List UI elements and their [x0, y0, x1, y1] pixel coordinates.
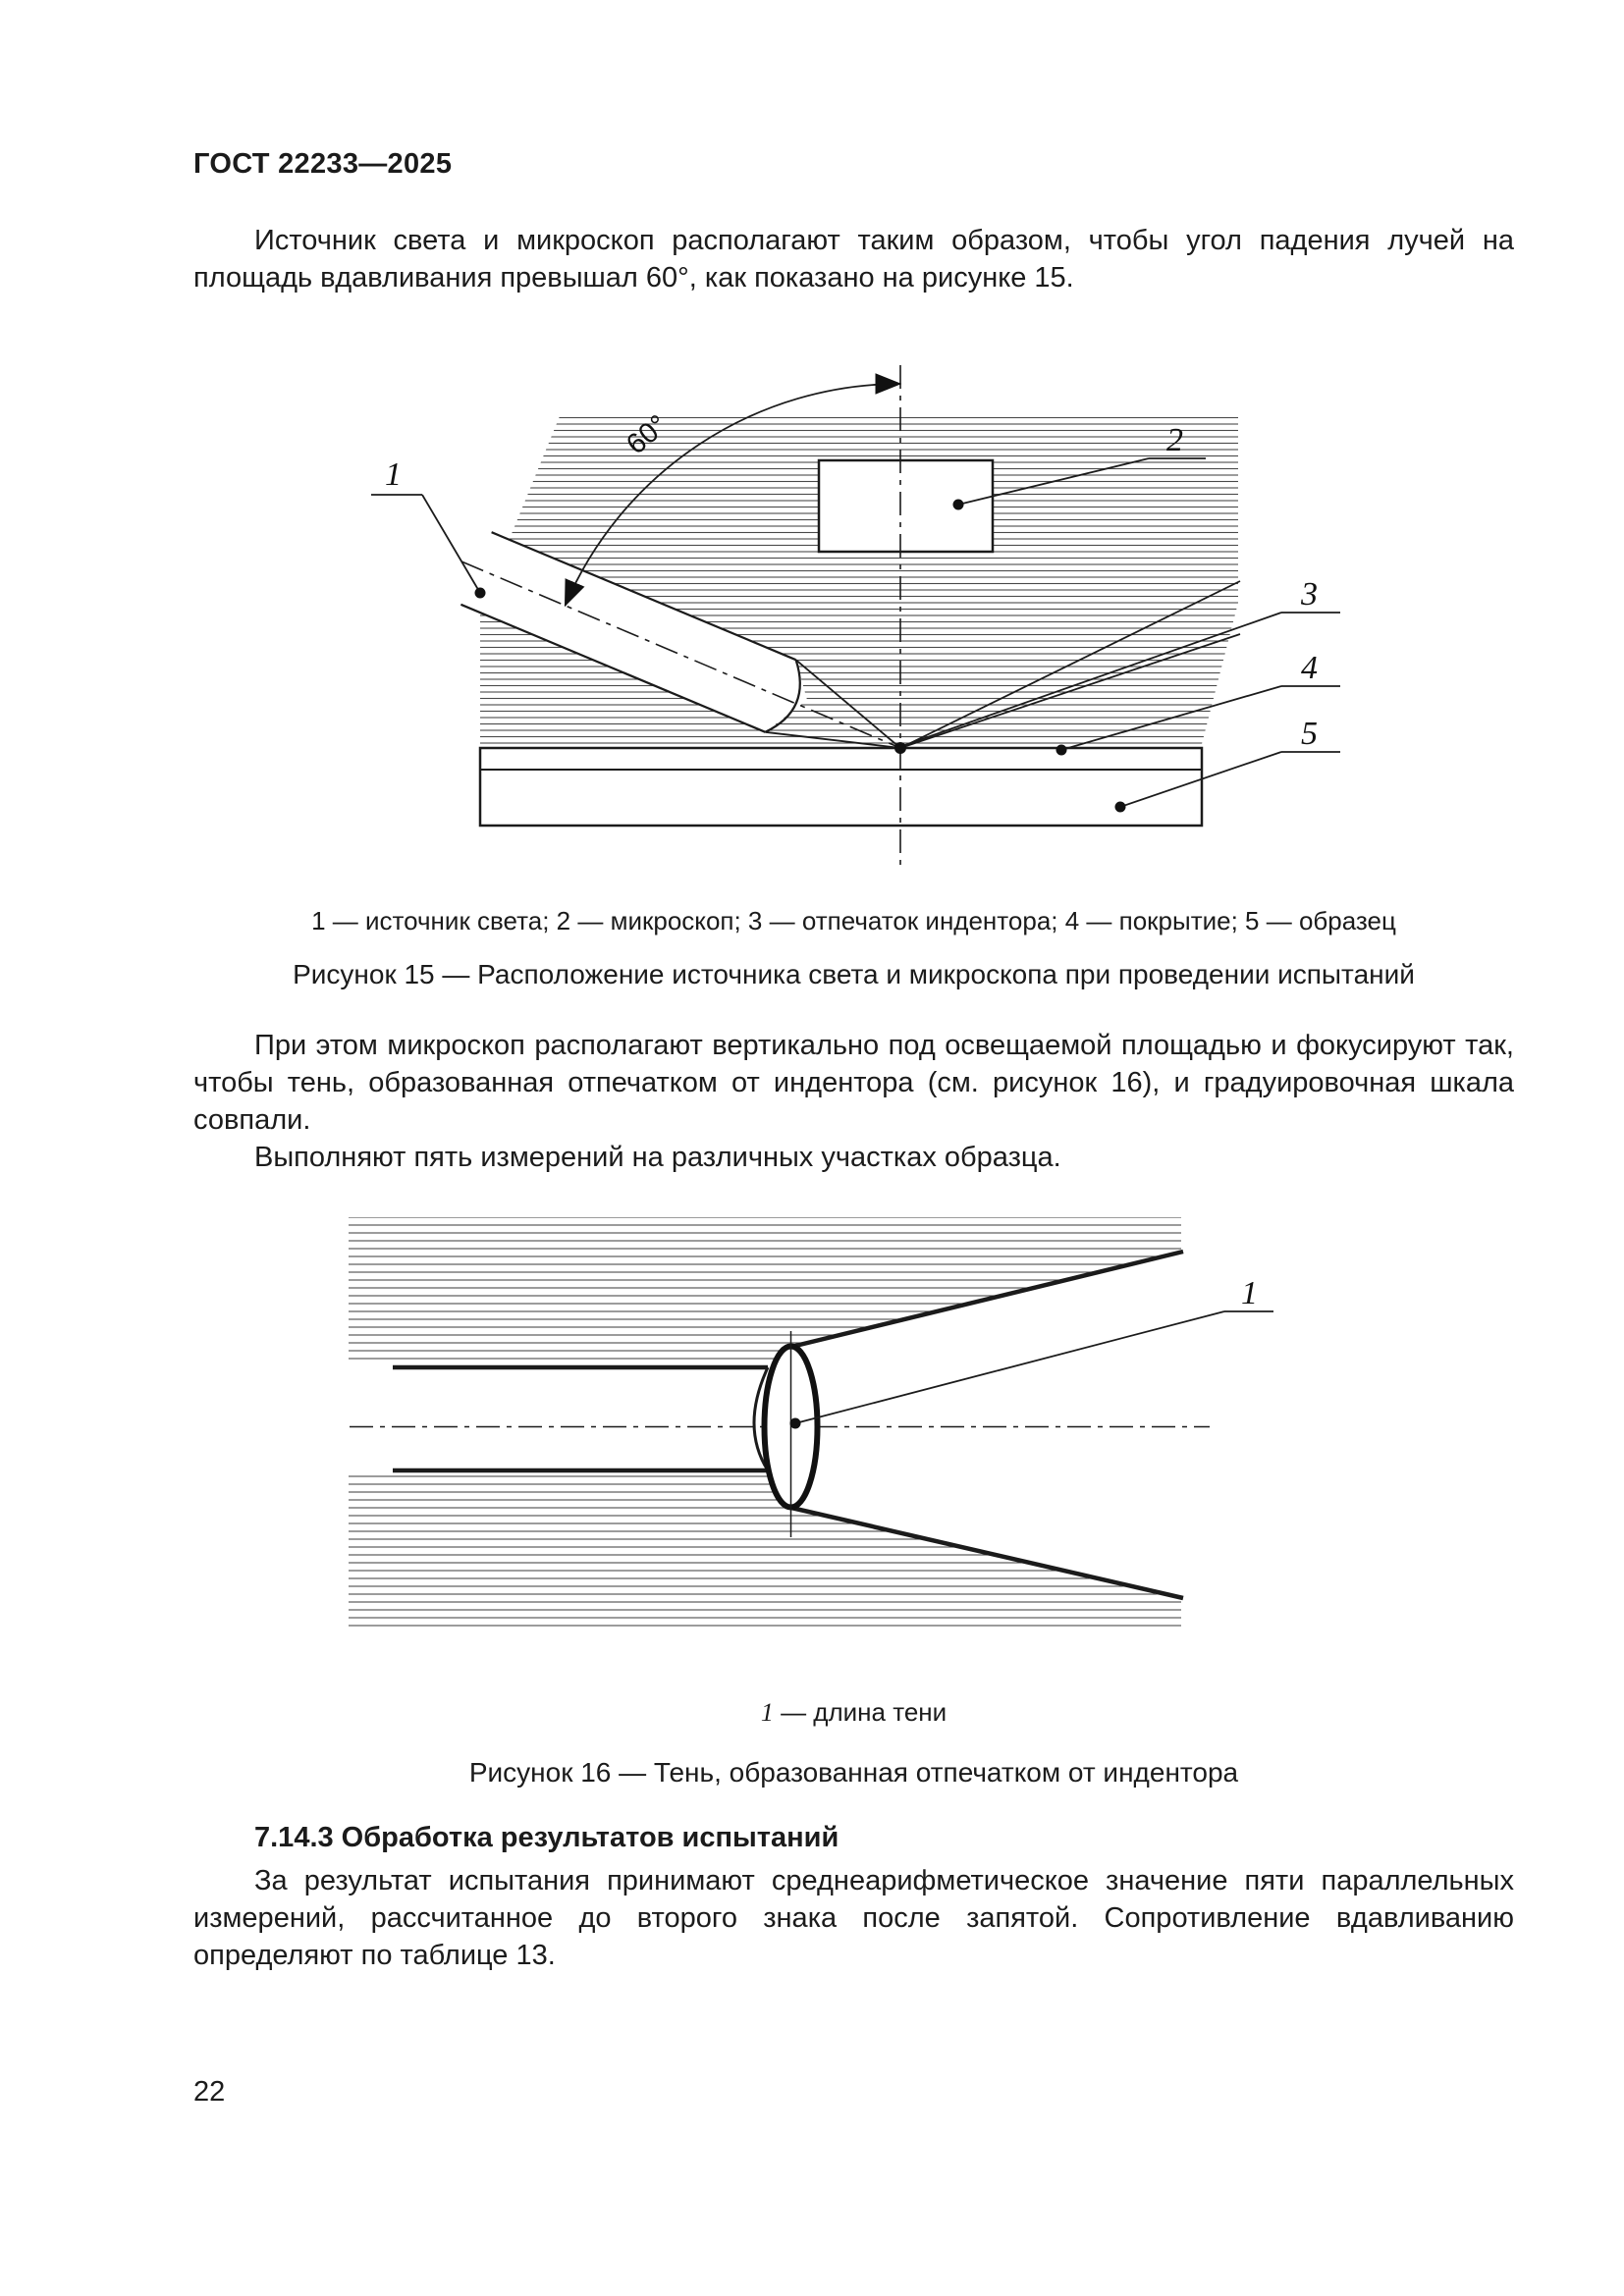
- section-heading-7-14-3: 7.14.3 Обработка результатов испытаний: [254, 1822, 839, 1853]
- imprint-dot: [894, 742, 906, 754]
- paragraph-light-source: Источник света и микроскоп располагают таким образом, чтобы угол падения лучей на площадь вдавливания превышал 60°, как показано на рисунке 15.: [193, 225, 1514, 294]
- page-number: 22: [193, 2076, 226, 2108]
- indenter-channel-lines: [393, 1367, 768, 1470]
- figure-16-legend-number: 1: [760, 1698, 774, 1727]
- svg-text:1: 1: [1240, 1275, 1258, 1311]
- angle-label: 60°: [620, 408, 674, 461]
- lower-hatch-region: [349, 1474, 1181, 1631]
- specimen-plate: [480, 748, 1202, 826]
- figure-16-caption: Рисунок 16 — Тень, образованная отпечатком от индентора: [468, 1757, 1239, 1788]
- callout-light-source: [371, 456, 486, 599]
- svg-text:3: 3: [1300, 576, 1318, 613]
- svg-text:1: 1: [384, 456, 402, 493]
- paragraph-results-processing: За результат испытания принимают среднеарифметическое значение пяти параллельных измерений, рассчитанное до второго знака после запятой. Сопротивление вдавливанию определяют по таблице 13.: [193, 1865, 1514, 1971]
- figure-16-legend-text: — длина тени: [773, 1697, 947, 1727]
- svg-text:4: 4: [1300, 650, 1318, 686]
- figure-15-legend: 1 — источник света; 2 — микроскоп; 3 — отпечаток индентора; 4 — покрытие; 5 — образец: [311, 906, 1396, 935]
- figure-16-legend: [193, 1696, 1514, 1729]
- svg-text:2: 2: [1165, 422, 1183, 458]
- figure-15-drawing: [363, 357, 1345, 887]
- figure-15-caption: Рисунок 15 — Расположение источника света и микроскопа при проведении испытаний: [293, 959, 1415, 989]
- paragraph-five-measurements: Выполняют пять измерений на различных участках образца.: [254, 1142, 1061, 1173]
- document-header: ГОСТ 22233—2025: [193, 148, 453, 180]
- microscope-box: [819, 460, 993, 552]
- figure-16: [346, 1213, 1278, 1645]
- svg-text:5: 5: [1300, 716, 1318, 752]
- upper-hatch-region: [349, 1217, 1181, 1363]
- paragraph-microscope-focus: При этом микроскоп располагают вертикально под освещаемой площадью и фокусируют так, чтобы тень, образованная отпечатком от индентора (см. рисунок 16), и градуировочная шкала совпали.: [193, 1030, 1514, 1136]
- figure-16-drawing: [346, 1213, 1278, 1645]
- figure-15: [363, 357, 1345, 887]
